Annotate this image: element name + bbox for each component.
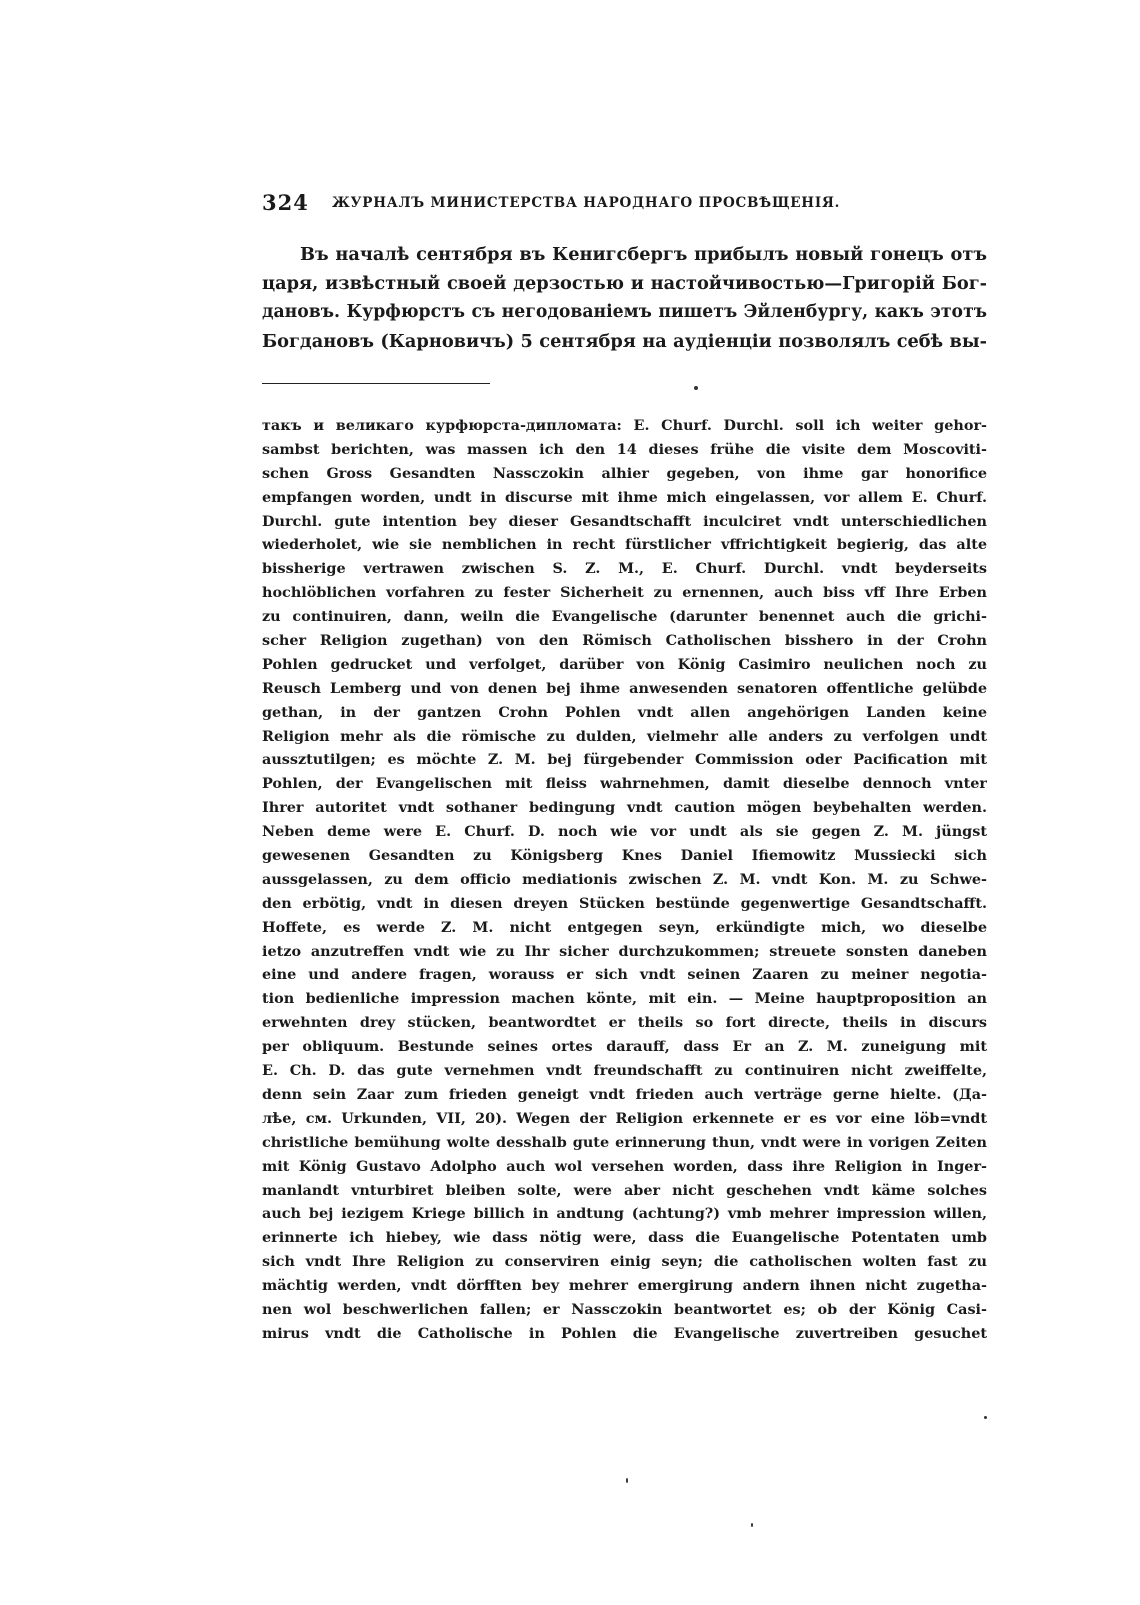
footnote-line: erwehnten drey stücken, beantwordtet er theils so fort directe, theils in discurs bbox=[262, 1014, 987, 1032]
print-speck bbox=[626, 1478, 628, 1483]
footnote-line: sambst berichten, was massen ich den 14 dieses frühe die visite dem Moscoviti- bbox=[262, 440, 987, 458]
footnote-line: mächtig werden, vndt dörfften bey mehrer emergirung andern ihnen nicht zugetha- bbox=[262, 1277, 987, 1295]
footnote-line: Pohlen gedrucket und verfolget, darüber von König Casimiro neulichen noch zu bbox=[262, 655, 987, 673]
footnote-line: Neben deme were E. Churf. D. noch wie vor undt als sie gegen Z. M. jüngst bbox=[262, 823, 987, 841]
footnote-line: Pohlen, der Evangelischen mit fleiss wahrnehmen, damit dieselbe dennoch vnter bbox=[262, 775, 987, 793]
footnote-line: empfangen worden, undt in discurse mit ihme mich eingelassen, vor allem E. Churf. bbox=[262, 488, 987, 506]
print-speck bbox=[751, 1523, 753, 1527]
footnote-line: Hoffete, es werde Z. M. nicht entgegen seyn, erkündigte mich, wo dieselbe bbox=[262, 918, 987, 936]
footnote-line: E. Ch. D. das gute vernehmen vndt freundschafft zu continuiren nicht zweiffelte, bbox=[262, 1062, 987, 1080]
footnote-line: scher Religion zugethan) von den Römisch Catholischen bisshero in der Crohn bbox=[262, 632, 987, 650]
footnote-line: eine und andere fragen, worauss er sich vndt seinen Zaaren zu meiner negotia- bbox=[262, 966, 987, 984]
footnote-line: nen wol beschwerlichen fallen; er Nassczokin beantwortet es; ob der König Casi- bbox=[262, 1300, 987, 1318]
footnote-line: mit König Gustavo Adolpho auch wol versehen worden, dass ihre Religion in Inger- bbox=[262, 1157, 987, 1175]
print-speck bbox=[694, 386, 698, 390]
footnote-line: bissherige vertrawen zwischen S. Z. M., E. Churf. Durchl. vndt beyderseits bbox=[262, 560, 987, 578]
footnote bbox=[262, 414, 987, 1346]
main-text-line: Въ началѣ сентября въ Кенигсбергъ прибылъ новый гонецъ отъ bbox=[300, 244, 987, 265]
footnote-line: erinnerte ich hiebey, wie dass nötig were, dass die Euangelische Potentaten umb bbox=[262, 1229, 987, 1247]
footnote-line: такъ и великаго курфюрста-дипломата: E. Churf. Durchl. soll ich weiter gehor- bbox=[262, 417, 987, 434]
main-text-line: царя, извѣстный своей дерзостью и настойчивостью—Григорій Бог- bbox=[262, 273, 987, 294]
footnote-line: gethan, in der gantzen Crohn Pohlen vndt allen angehörigen Landen keine bbox=[262, 703, 987, 721]
running-title: ЖУРНАЛЪ МИНИСТЕРСТВА НАРОДНАГО ПРОСВѢЩЕНІЯ. bbox=[332, 195, 841, 211]
main-text-line: дановъ. Курфюрстъ съ негодованіемъ пишетъ Эйленбургу, какъ этотъ bbox=[262, 302, 987, 322]
footnote-line: christliche bemühung wolte desshalb gute erinnerung thun, vndt were in vorigen Zeiten bbox=[262, 1133, 987, 1151]
footnote-line: Reusch Lemberg und von denen bej ihme anwesenden senatoren offentliche gelübde bbox=[262, 679, 987, 697]
footnote-line: ietzo anzutreffen vndt wie zu Ihr sicher durchzukommen; streuete sonsten daneben bbox=[262, 942, 987, 960]
footnote-line: aussgelassen, zu dem officio mediationis zwischen Z. M. vndt Kon. M. zu Schwe- bbox=[262, 870, 987, 888]
footnote-line: auch bej iezigem Kriege billich in andtung (achtung?) vmb mehrer impression willen, bbox=[262, 1205, 987, 1223]
footnote-line: per obliquum. Bestunde seines ortes darauff, dass Er an Z. M. zuneigung mit bbox=[262, 1038, 987, 1056]
main-paragraph bbox=[262, 240, 987, 356]
footnote-line: Durchl. gute intention bey dieser Gesandtschafft inculciret vndt unterschiedlichen bbox=[262, 512, 987, 530]
footnote-line: Religion mehr als die römische zu dulden, vielmehr alle anders zu verfolgen undt bbox=[262, 727, 987, 745]
footnote-line: gewesenen Gesandten zu Königsberg Knes Daniel Ifiemowitz Mussiecki sich bbox=[262, 847, 987, 865]
footnote-line: hochlöblichen vorfahren zu fester Sicherheit zu ernennen, auch biss vff Ihre Erben bbox=[262, 584, 987, 602]
footnote-line: aussztutilgen; es möchte Z. M. bej fürgebender Commission oder Pacification mit bbox=[262, 751, 987, 769]
footnote-line: Ihrer autoritet vndt sothaner bedingung vndt caution mögen beybehalten werden. bbox=[262, 799, 987, 817]
footnote-line: den erbötig, vndt in diesen dreyen Stücken bestünde gegenwertige Gesandtschafft. bbox=[262, 894, 987, 912]
page-number: 324 bbox=[262, 190, 309, 215]
footnote-line: zu continuiren, dann, weiln die Evangelische (darunter benennet auch die grichi- bbox=[262, 608, 987, 626]
footnote-line: лѣе, см. Urkunden, VII, 20). Wegen der Religion erkennete er es vor eine löb=vndt bbox=[262, 1109, 987, 1127]
footnote-line: denn sein Zaar zum frieden geneigt vndt frieden auch verträge gerne hielte. (Да- bbox=[262, 1085, 987, 1103]
footnote-separator-rule bbox=[262, 383, 490, 384]
main-text-line: Богдановъ (Карновичъ) 5 сентября на аудіенціи позволялъ себѣ вы- bbox=[262, 331, 987, 352]
footnote-line: manlandt vnturbiret bleiben solte, were aber nicht geschehen vndt käme solches bbox=[262, 1181, 987, 1199]
footnote-line: schen Gross Gesandten Nassczokin alhier gegeben, von ihme gar honorifice bbox=[262, 464, 987, 482]
print-speck bbox=[984, 1416, 987, 1419]
footnote-line: sich vndt Ihre Religion zu conserviren einig seyn; die catholischen wolten fast zu bbox=[262, 1253, 987, 1271]
page-header bbox=[262, 190, 987, 220]
footnote-line: tion bedienliche impression machen könte, mit ein. — Meine hauptproposition an bbox=[262, 990, 987, 1008]
footnote-line: mirus vndt die Catholische in Pohlen die Evangelische zuvertreiben gesuchet bbox=[262, 1324, 987, 1342]
footnote-line: wiederholet, wie sie nemblichen in recht fürstlicher vffrichtigkeit begierig, das alte bbox=[262, 536, 987, 554]
